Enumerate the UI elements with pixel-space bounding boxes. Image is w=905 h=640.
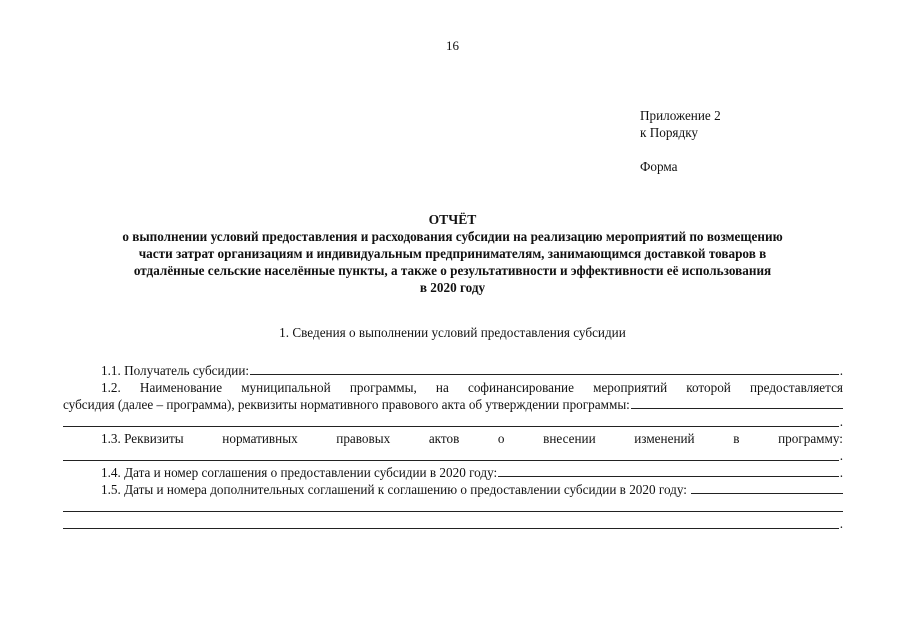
report-title bbox=[55, 211, 850, 296]
period: . bbox=[839, 516, 843, 531]
item-label: субсидия (далее – программа), реквизиты нормативного правового акта об утверждении программы: bbox=[63, 397, 630, 412]
period: . bbox=[839, 414, 843, 429]
item-word: нормативных bbox=[222, 431, 298, 446]
appendix-reference bbox=[640, 107, 721, 141]
additional-agreements-field-cont[interactable] bbox=[63, 528, 839, 529]
period: . bbox=[839, 465, 843, 480]
title-line: в 2020 году bbox=[419, 280, 486, 295]
page-number: 16 bbox=[446, 38, 459, 53]
item-recipient bbox=[63, 362, 843, 379]
period: . bbox=[839, 363, 843, 378]
title-line: о выполнении условий предоставления и расходования субсидии на реализацию мероприятий по возмещению bbox=[122, 229, 783, 244]
item-program-cont bbox=[63, 396, 843, 413]
item-label: 1.1. Получатель субсидии: bbox=[101, 363, 250, 378]
item-word: актов bbox=[428, 431, 460, 446]
title-line: отдалённые сельские населённые пункты, а также о результативности и эффективности её использования bbox=[133, 263, 772, 278]
amendments-field[interactable] bbox=[63, 460, 839, 461]
section-heading: 1. Сведения о выполнении условий предоставления субсидии bbox=[279, 325, 626, 340]
item-label: 1.2. Наименование муниципальной программы, на софинансирование мероприятий которой предоставляется bbox=[101, 380, 843, 395]
title-line: части затрат организациям и индивидуальным предпринимателям, занимающимся доставкой товаров в bbox=[138, 246, 767, 261]
item-label: 1.4. Дата и номер соглашения о предоставлении субсидии в 2020 году: bbox=[101, 465, 498, 480]
agreement-field[interactable] bbox=[498, 464, 839, 477]
item-amendments bbox=[63, 430, 843, 447]
program-field-cont[interactable] bbox=[63, 426, 839, 427]
item-word: изменений bbox=[634, 431, 695, 446]
item-agreement bbox=[63, 464, 843, 481]
item-word: программу: bbox=[778, 431, 843, 446]
blank-row bbox=[63, 515, 843, 532]
item-word: 1.3. Реквизиты bbox=[101, 431, 184, 446]
item-program bbox=[63, 379, 843, 396]
recipient-field[interactable] bbox=[250, 362, 839, 375]
form-body bbox=[63, 362, 843, 532]
form-label: Форма bbox=[640, 159, 678, 174]
item-additional-agreements bbox=[63, 481, 843, 498]
item-label: 1.5. Даты и номера дополнительных соглашений к соглашению о предоставлении субсидии в 2020 году: bbox=[101, 482, 687, 497]
additional-agreements-field[interactable] bbox=[691, 481, 843, 494]
blank-row bbox=[63, 413, 843, 430]
blank-row bbox=[63, 498, 843, 515]
item-word: правовых bbox=[336, 431, 391, 446]
item-word: внесении bbox=[543, 431, 596, 446]
appendix-line: Приложение 2 bbox=[640, 108, 721, 123]
title-main: ОТЧЁТ bbox=[428, 212, 477, 227]
blank-row bbox=[63, 447, 843, 464]
item-word: о bbox=[497, 431, 505, 446]
additional-agreements-field-cont[interactable] bbox=[63, 511, 843, 512]
appendix-line: к Порядку bbox=[640, 125, 699, 140]
period: . bbox=[839, 448, 843, 463]
program-field[interactable] bbox=[631, 396, 843, 409]
item-word: в bbox=[733, 431, 740, 446]
